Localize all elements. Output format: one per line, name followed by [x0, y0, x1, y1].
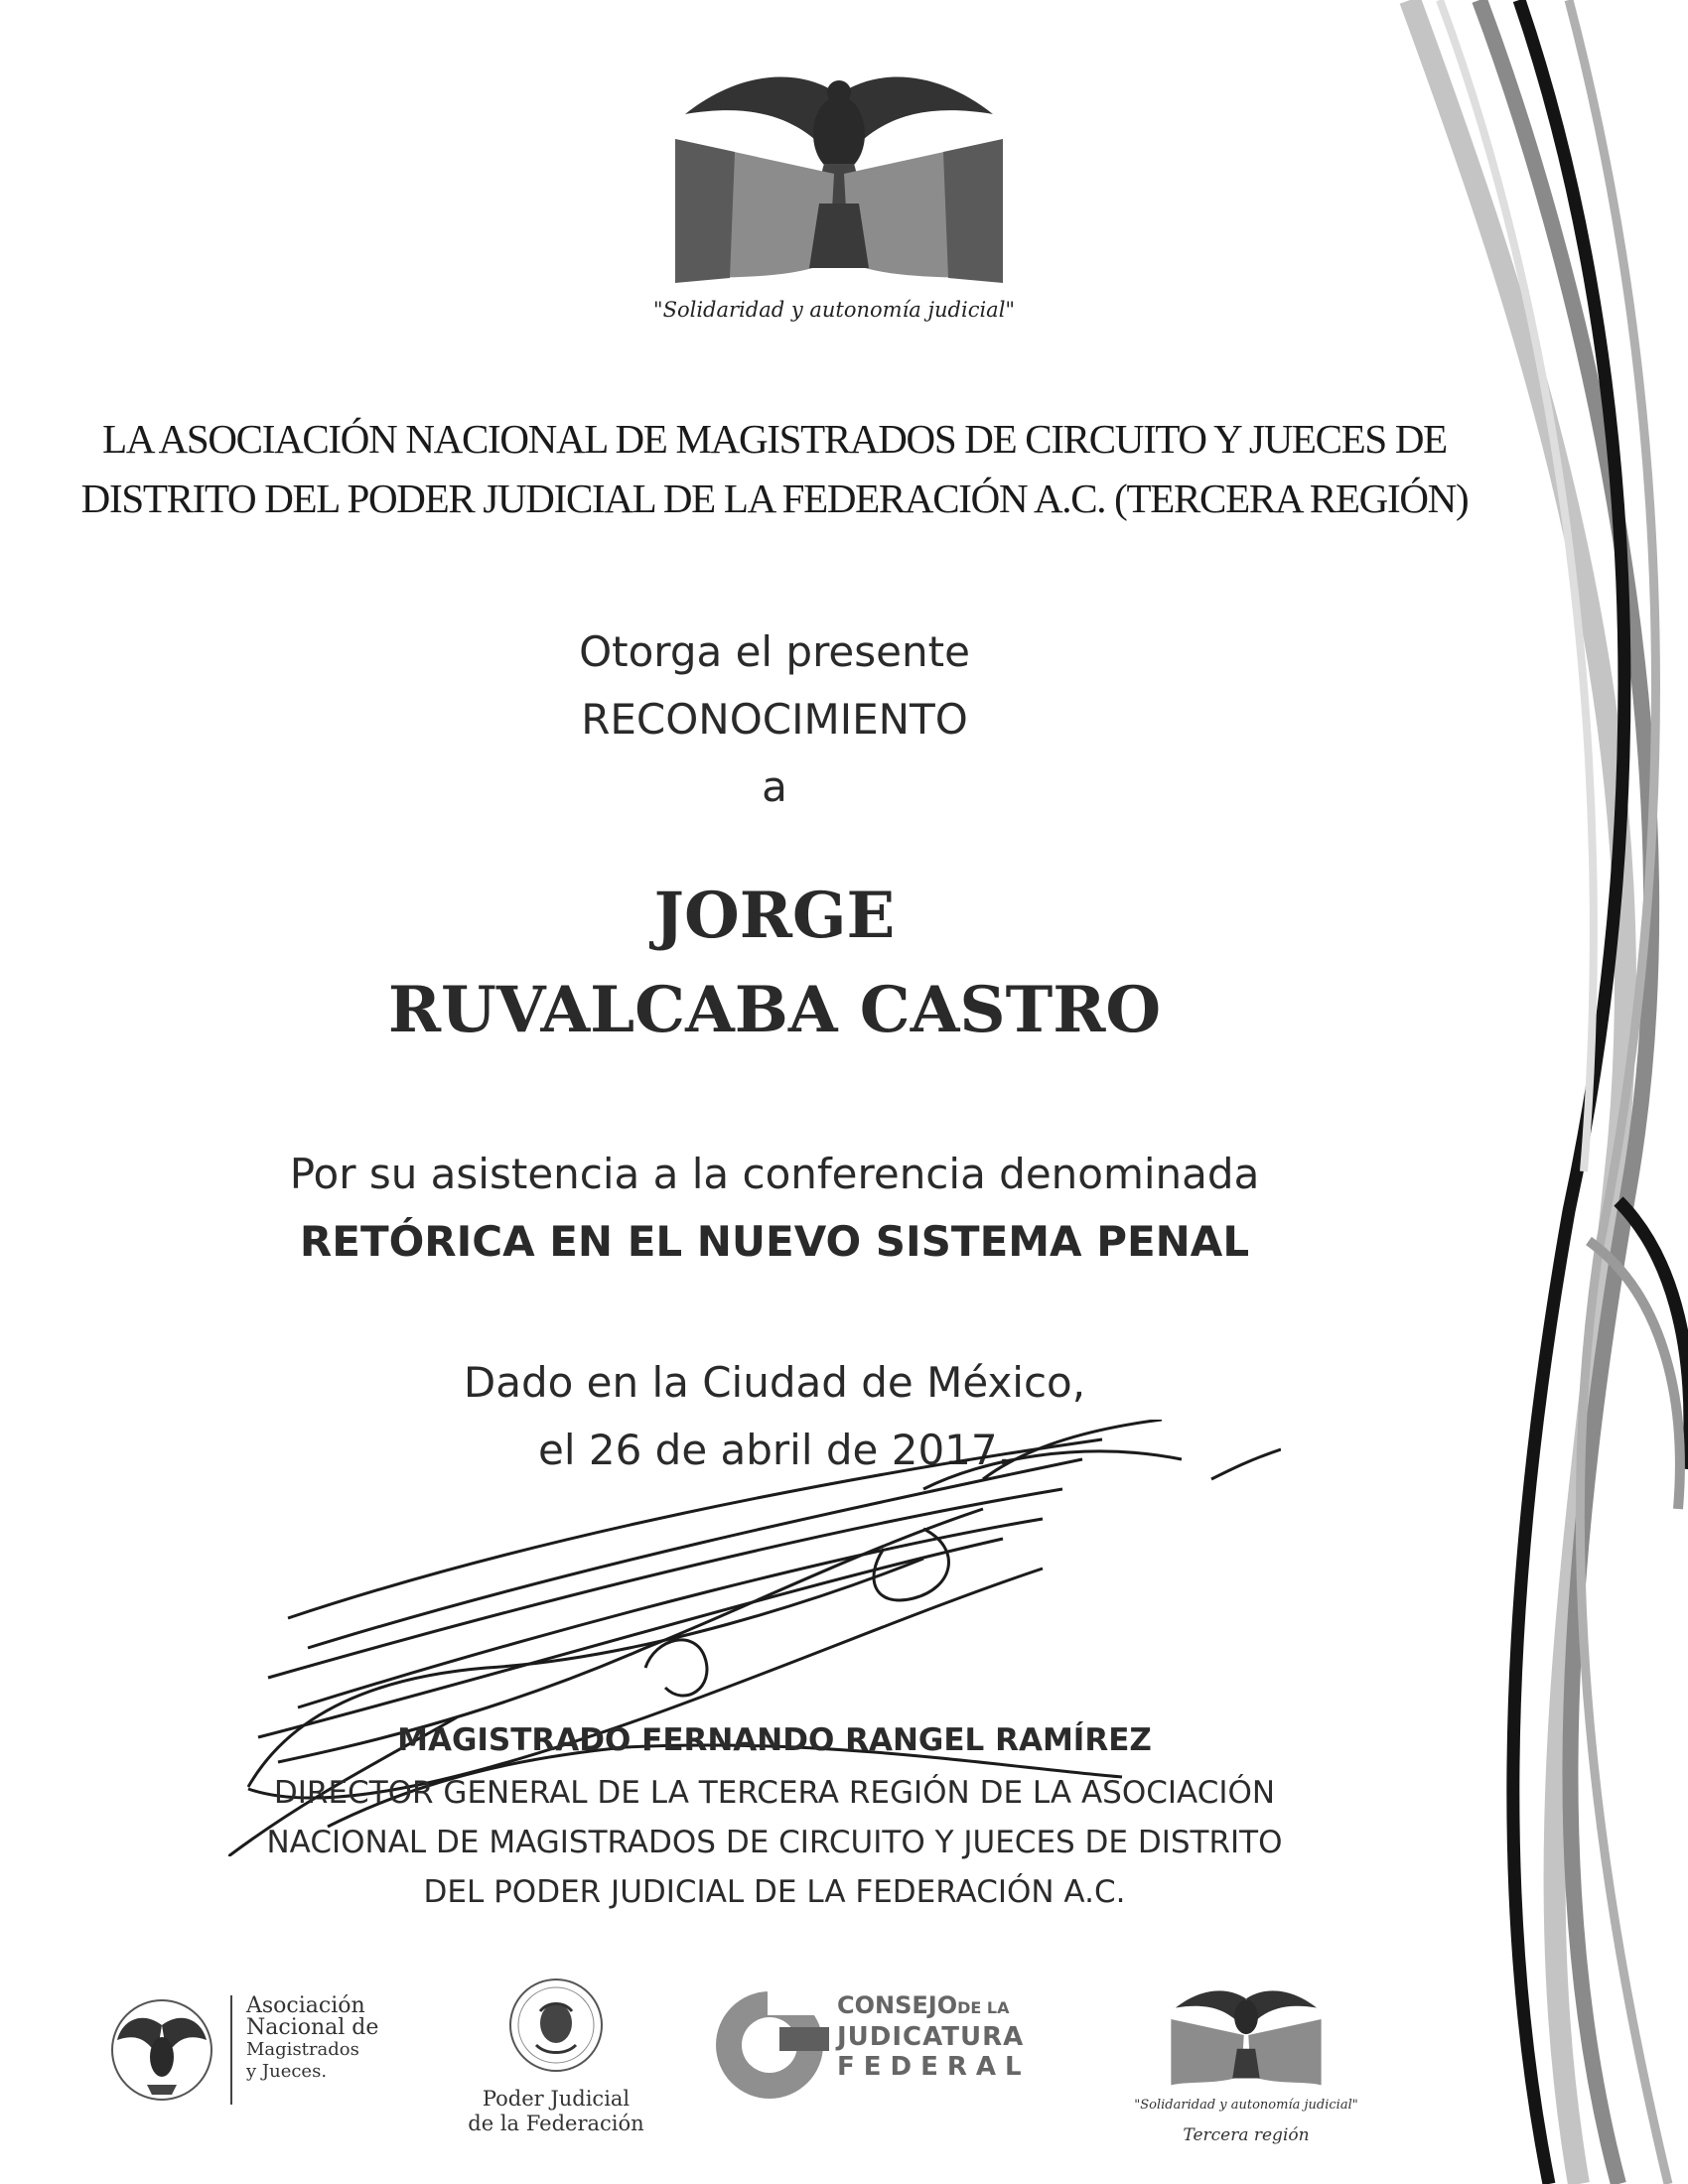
signer-role-line-2: NACIONAL DE MAGISTRADOS DE CIRCUITO Y JUECES DE DISTRITO	[266, 1825, 1283, 1860]
organization-line-2: DISTRITO DEL PODER JUDICIAL DE LA FEDERACIÓN A.C. (TERCERA REGIÓN)	[80, 476, 1469, 521]
signer-name: MAGISTRADO FERNANDO RANGEL RAMÍREZ	[397, 1722, 1152, 1758]
eagle-seal-icon	[107, 1995, 216, 2105]
pjf-line-1: Poder Judicial	[482, 2087, 631, 2111]
region-label: Tercera región	[1183, 2125, 1310, 2145]
award-title: RECONOCIMIENTO	[581, 695, 968, 744]
footer-logo-pjf	[457, 1976, 655, 2144]
cjf-word-dela: DE LA	[957, 1998, 1010, 2017]
conference-title: RETÓRICA EN EL NUEVO SISTEMA PENAL	[299, 1217, 1250, 1266]
eagle-emblem-icon	[655, 55, 1023, 293]
cjf-word-judicatura: JUDICATURA	[837, 2022, 1025, 2052]
logo-divider	[230, 1995, 232, 2105]
cjf-word-federal: FEDERAL	[837, 2052, 1031, 2082]
cjf-emblem-icon	[710, 1985, 829, 2105]
recipient-first-name: JORGE	[653, 879, 896, 953]
eagle-emblem-small-icon	[1152, 1980, 1340, 2090]
anm-line-1: Asociación	[246, 1993, 365, 2018]
reason-text: Por su asistencia a la conferencia denominada	[289, 1150, 1260, 1198]
award-line-3: a	[762, 762, 787, 811]
anm-line-3: Magistrados	[246, 2039, 359, 2060]
national-coat-of-arms-icon	[506, 1976, 606, 2075]
organization-line-1: LA ASOCIACIÓN NACIONAL DE MAGISTRADOS DE CIRCUITO Y JUECES DE	[102, 416, 1447, 462]
region-motto: "Solidaridad y autonomía judicial"	[1134, 2098, 1358, 2113]
anm-line-2: Nacional de	[246, 2015, 379, 2040]
anm-line-4: y Jueces.	[246, 2061, 328, 2082]
date-line: el 26 de abril de 2017.	[538, 1426, 1011, 1474]
footer-logo-anm	[107, 1995, 405, 2115]
place-line: Dado en la Ciudad de México,	[463, 1358, 1086, 1407]
signer-role-line-1: DIRECTOR GENERAL DE LA TERCERA REGIÓN DE LA ASOCIACIÓN	[273, 1775, 1276, 1811]
motto-text: "Solidaridad y autonomía judicial"	[652, 298, 1016, 322]
signer-role-line-3: DEL PODER JUDICIAL DE LA FEDERACIÓN A.C.	[423, 1874, 1126, 1910]
recipient-last-name: RUVALCABA CASTRO	[387, 973, 1162, 1047]
award-line-1: Otorga el presente	[579, 627, 970, 676]
footer-logo-region	[1122, 1980, 1370, 2159]
cjf-word-consejo: CONSEJO	[837, 1991, 958, 2019]
pjf-line-2: de la Federación	[468, 2112, 644, 2135]
footer-logo-cjf	[710, 1985, 1087, 2115]
